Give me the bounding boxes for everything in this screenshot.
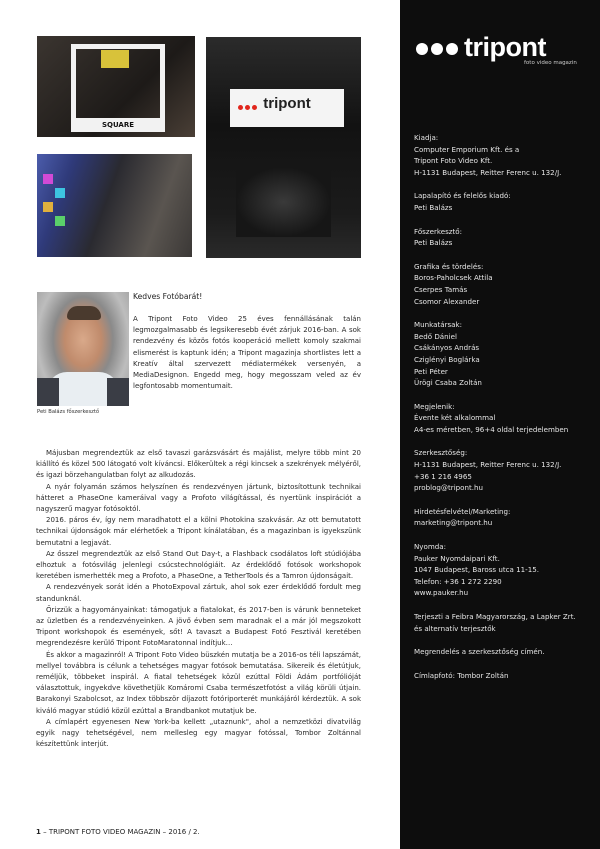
body-paragraph: 2016. páros év, így nem maradhatott el a kölni Photokina szakvásár. Az ott bemutatott technikai újdonságok már elérhetőek a Tripont kínálatában, és a magazinban is igyekszünk bemutatni a legjavát. (36, 516, 361, 547)
event-photo (37, 154, 192, 257)
credit-line: A4-es méretben, 96+4 oldal terjedelemben (414, 424, 569, 434)
credit-block (414, 319, 594, 389)
credit-line: Csomor Alexander (414, 296, 480, 306)
email-link[interactable]: marketing@tripont.hu (414, 518, 493, 528)
credit-line: Cziglényi Boglárka (414, 354, 480, 364)
credit-line: Telefon: +36 1 272 2290 (414, 576, 502, 586)
photo-booth-sign: SQUARE (71, 118, 165, 132)
imprint-credits (414, 132, 594, 693)
intro-paragraph: A Tripont Foto Video 25 éves fennállásának talán legmozgalmasabb és legsikeresebb évét zárjuk 2016-ban. A sok rendezvény és közös fotós kooperáció mellett komoly szakmai elismerést is kaptunk idén; a Tripont magazinja shortlistes lett a Kreatív által szervezett médiatermékek versenyén, a MediaDesignon. Engedd meg, hogy megosszam veled az év legfontosabb momentumait. (133, 315, 361, 391)
credit-line: +36 1 216 4965 (414, 471, 472, 481)
footer-text: – TRIPONT FOTO VIDEO MAGAZIN – 2016 / 2. (40, 828, 200, 836)
credit-label: Munkatársak: (414, 320, 463, 330)
credit-block (414, 506, 594, 529)
website-link[interactable]: www.pauker.hu (414, 588, 469, 598)
tripont-logo (416, 34, 586, 74)
credit-label: Grafika és tördelés: (414, 261, 484, 271)
credit-label: Megjelenik: (414, 401, 455, 411)
credit-label: Terjeszti a Feibra Magyarország, a Lapker Zrt. (414, 612, 576, 621)
credit-label: Nyomda: (414, 542, 446, 552)
credit-line: Ürögi Csaba Zoltán (414, 378, 482, 388)
team-group-photo (206, 37, 361, 258)
credit-label: Címlapfotó: Tombor Zoltán (414, 670, 509, 680)
credit-block (414, 226, 594, 249)
credit-block (414, 401, 594, 436)
page-footer (36, 828, 200, 836)
credit-block (414, 646, 594, 658)
credit-line: Bedő Dániel (414, 331, 457, 341)
credit-label: Főszerkesztő: (414, 226, 463, 236)
credit-block (414, 670, 594, 682)
page-number: 1 (36, 828, 41, 836)
credit-block (414, 611, 594, 634)
body-paragraph: A nyár folyamán számos helyszínen és rendezvényen jártunk, biztosítottunk technikai hátteret a PhaseOne kameráival vagy a Profoto világítással, és nyertünk inspirációt a nagyszerű magyar fotósoktól. (36, 482, 361, 514)
credit-label: Megrendelés a szerkesztőség címén. (414, 647, 545, 657)
banner-text: tripont (263, 95, 311, 112)
editor-portrait (37, 292, 129, 406)
credit-line: Peti Balázs (414, 202, 453, 212)
editorial-body (36, 448, 361, 750)
body-paragraph: A rendezvények sorát idén a PhotoExpoval zártuk, ahol sok ezer érdeklődő fordult meg standunknál. (36, 583, 361, 603)
logo-tagline: foto video magazin (524, 60, 577, 66)
credit-label: Kiadja: (414, 133, 439, 142)
credit-block (414, 261, 594, 307)
portrait-caption: Peti Balázs főszerkesztő (37, 409, 100, 415)
screen-tile (55, 216, 65, 226)
body-paragraph: Őrizzük a hagyományainkat: támogatjuk a fiatalokat, és 2017-ben is várunk benneteket az üzletben és a rendezvényeinken. A jövő évben sem maradnak el a már jól megszokott Tripont workshopok és események, sőt! A tavaszt a Budapest Fotó Fesztivál keretében megrendezésre kerülő Tripont FotoMaratonnal indítjuk… (36, 605, 361, 648)
credit-block (414, 190, 594, 213)
imprint-sidebar (400, 0, 600, 849)
credit-line: és alternatív terjesztők (414, 623, 496, 633)
logo-dots-icon (416, 43, 458, 55)
portrait-jacket-left (37, 378, 59, 406)
credit-line: 1047 Budapest, Baross utca 11-15. (414, 565, 539, 575)
credit-line: H-1131 Budapest, Reitter Ferenc u. 132/J. (414, 460, 562, 470)
credit-block (414, 132, 594, 178)
credit-line: Boros-Paholcsek Attila (414, 273, 493, 283)
credit-label: Hirdetésfelvétel/Marketing: (414, 506, 511, 516)
credit-line: Évente két alkalommal (414, 413, 496, 423)
credit-label: Szerkesztőség: (414, 448, 468, 458)
credit-line: Pauker Nyomdaipari Kft. (414, 553, 500, 563)
greeting: Kedves Fotóbarát! (133, 292, 203, 301)
body-paragraph: Májusban megrendeztük az első tavaszi garázsvásárt és majálist, melyre több mint 20 kiállító és közel 500 látogató volt kíváncsi. Előkerültek a régi kincsek a szekrények mélyéről, és igazi börzehangulatban folyt az alkudozás. (36, 449, 361, 480)
logo-wordmark: tripont (464, 32, 546, 62)
credit-line: Peti Péter (414, 366, 448, 376)
photo-booth-image (37, 36, 195, 137)
credit-line: Csákányos András (414, 343, 480, 353)
body-paragraph: A címlapért egyenesen New York-ba kellett „utaznunk", ahol a nemzetközi divatvilág egyik nagy tehetségével, nem mellesleg egy magyar fotóssal, Tombor Zoltánnal készítettünk interjút. (36, 717, 361, 749)
team-people (236, 167, 331, 237)
credit-line: Computer Emporium Kft. és a (414, 144, 520, 154)
credit-label: Lapalapító és felelős kiadó: (414, 191, 511, 201)
screen-tile (43, 202, 53, 212)
credit-block (414, 447, 594, 493)
tripont-banner (230, 89, 344, 127)
portrait-hair (67, 306, 101, 320)
body-paragraph: És akkor a magazinról! A Tripont Foto Video büszkén mutatja be a 2016-os téli lapszámát, mellyel továbbra is célunk a tehetséges magyar fotósok bemutatása. Sikereik és életútjuk, reméljük, többeket inspirál. A fiatal tehetségek közül ezúttal Földi Ádám portfólióját választottuk, ingyekdve követhetjük Komáromi Csaba természetfotóst a világ körüli útjain. Barakonyi Szabolcsot, az Index többször díjazott fotóriporterét munkájáról kérdeztük. A sok kiváló magyar stúdió közül ezúttal a Brandbankot mutatjuk be. (36, 650, 361, 715)
email-link[interactable]: problog@tripont.hu (414, 483, 484, 493)
screen-tile (55, 188, 65, 198)
credit-line: Tripont Foto Video Kft. (414, 156, 493, 166)
credit-line: H-1131 Budapest, Reitter Ferenc u. 132/J. (414, 167, 562, 177)
portrait-jacket-right (107, 378, 129, 406)
credit-block (414, 541, 594, 599)
credit-line: Peti Balázs (414, 238, 453, 248)
body-paragraph: Az ősszel megrendeztük az első Stand Out Day-t, a Flashback csodálatos loft stúdiójába elhoztuk a fotósvilág jelenlegi csúcstechnológiáit. Az érdeklődő fotósok workshopok keretében ismerhették meg a Profoto, a PhaseOne, a TetherTools és a Tamron újdonságait. (36, 549, 361, 581)
screen-tile (43, 174, 53, 184)
credit-line: Cserpes Tamás (414, 284, 468, 294)
